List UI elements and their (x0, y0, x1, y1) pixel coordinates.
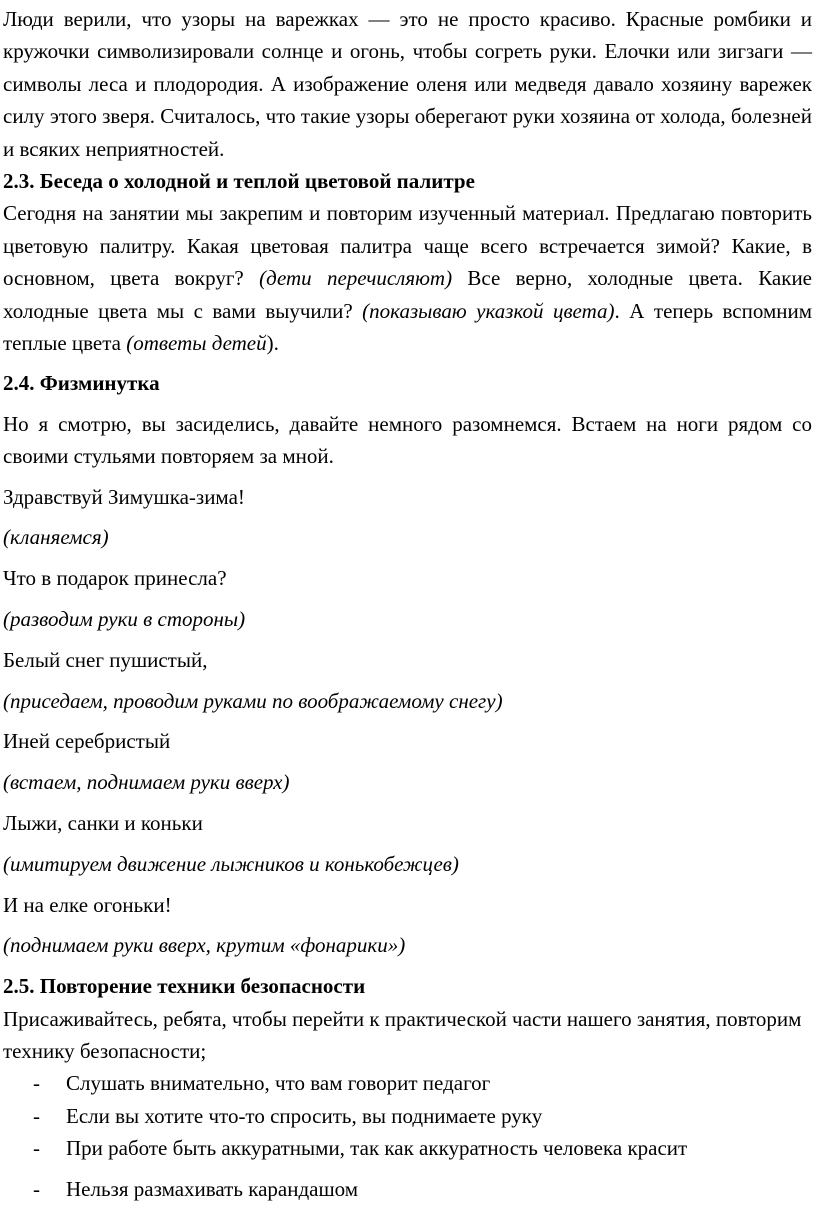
list-marker: - (33, 1103, 40, 1128)
text-run: Сегодня на занятии мы закрепим и повторим изученный материал. Предлагаю повторить цветовую палитру. Какая цветовая палитра чаще всего встречается зимой? Какие, в основном, цвета вокруг? (3, 201, 812, 291)
text-run: (ответы детей (126, 331, 267, 356)
line (3, 644, 812, 676)
text-run: Белый снег пушистый, (3, 647, 208, 672)
line (3, 603, 812, 635)
line (3, 481, 812, 513)
text-run: Лыжи, санки и коньки (3, 811, 203, 836)
text-run: (дети перечисляют) (259, 266, 453, 291)
list-marker: - (33, 1136, 40, 1161)
text-run: 2.4. Физминутка (3, 371, 160, 396)
text-run: Если вы хотите что-то спросить, вы поднимаете руку (66, 1103, 543, 1128)
line (3, 685, 812, 717)
line (3, 807, 812, 839)
line (3, 725, 812, 757)
heading (3, 970, 812, 1002)
text-run: 2.5. Повторение техники безопасности (3, 974, 366, 999)
text-run: Нельзя размахивать карандашом (66, 1176, 359, 1201)
line (3, 889, 812, 921)
text-run: (поднимаем руки вверх, крутим «фонарики») (3, 933, 406, 958)
text-run: (показываю указкой цвета) (362, 298, 615, 323)
list-item (3, 1173, 812, 1205)
text-run: (разводим руки в стороны) (3, 607, 246, 632)
list-marker: - (33, 1071, 40, 1096)
line (3, 562, 812, 594)
list-marker: - (33, 1176, 40, 1201)
list-item (3, 1132, 812, 1164)
line (3, 929, 812, 961)
list-item-text (66, 1104, 542, 1128)
list-item-text (66, 1177, 358, 1201)
list-item-text (66, 1136, 687, 1160)
line (3, 848, 812, 880)
text-run: Слушать внимательно, что вам говорит педагог (66, 1071, 491, 1096)
text-run: И на елке огоньки! (3, 892, 172, 917)
text-run: Люди верили, что узоры на варежках — это не просто красиво. Красные ромбики и кружочки символизировали солнце и огонь, чтобы согреть руки. Елочки или зигзаги — символы леса и плодородия. А изображение оленя или медведя давало хозяину варежек силу этого зверя. Считалось, что такие узоры оберегают руки хозяина от холода, болезней и всяких неприятностей. (3, 7, 812, 161)
text-run: Что в подарок принесла? (3, 566, 227, 591)
text-run: (кланяемся) (3, 525, 109, 550)
text-run: Все верно, холодные цвета. Какие холодные цвета мы с вами выучили? (3, 266, 813, 323)
text-run: При работе быть аккуратными, так как аккуратность человека красит (66, 1136, 688, 1161)
text-run: (имитируем движение лыжников и конькобежцев) (3, 851, 459, 876)
paragraph (3, 408, 812, 473)
line (3, 766, 812, 798)
text-run: ). (266, 331, 279, 356)
list-item-text (66, 1071, 490, 1095)
text-run: (встаем, поднимаем руки вверх) (3, 770, 290, 795)
text-run: Присаживайтесь, ребята, чтобы перейти к практической части нашего занятия, повторим технику безопасности; (3, 1006, 802, 1064)
paragraph (3, 3, 812, 165)
text-run: (приседаем, проводим руками по воображаемому снегу) (3, 688, 503, 713)
list-item (3, 1067, 812, 1099)
paragraph (3, 1003, 812, 1068)
list-item (3, 1100, 812, 1132)
line (3, 521, 812, 553)
text-run: . А теперь вспомним теплые цвета (3, 298, 813, 356)
text-run: Иней серебристый (3, 729, 171, 754)
paragraph (3, 197, 812, 359)
heading (3, 165, 812, 197)
text-run: Здравствуй Зимушка-зима! (3, 484, 245, 509)
text-run: Но я смотрю, вы засиделись, давайте немного разомнемся. Встаем на ноги рядом со своими стульями повторяем за мной. (3, 411, 812, 469)
heading (3, 367, 812, 399)
text-run: 2.3. Беседа о холодной и теплой цветовой палитре (3, 169, 475, 194)
